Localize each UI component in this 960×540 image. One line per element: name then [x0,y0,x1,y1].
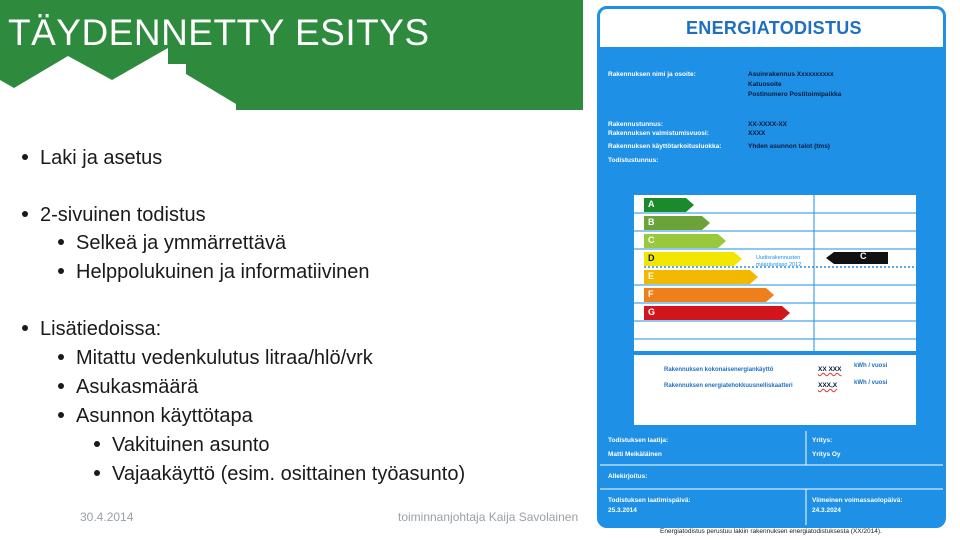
energy-class-label: B [648,217,655,227]
renovation-note: Uudisrakennusten määräystaso 2012 [756,255,802,268]
energy-certificate [583,0,960,540]
cert-id-label: Todistustunnus: [608,157,659,164]
energy-class-c [644,234,726,248]
bullet-item: Mitattu vedenkulutus litraa/hlö/vrk [58,346,373,370]
current-class-marker [826,252,888,264]
bullet-item: Vakituinen asunto [94,433,270,457]
bottom-gridlines [600,431,943,525]
certificate-frame [597,6,946,528]
current-class-label: C [860,251,867,261]
efficiency-value: XXX,X [818,382,838,389]
footer-author: toiminnanjohtaja Kaija Savolainen [398,510,579,524]
name-value-2: Katuosoite [748,81,782,88]
name-value-1: Asuinrakennus Xxxxxxxxxx [748,71,834,78]
bullet-item: Selkeä ja ymmärrettävä [58,231,286,255]
total-energy-unit: kWh / vuosi [854,363,888,369]
energy-class-label: A [648,199,655,209]
bullet-item: Lisätiedoissa: [22,317,161,341]
energy-values [634,355,916,425]
total-energy-label: Rakennuksen kokonaisenergiankäyttö [664,367,774,373]
class-label: Rakennuksen käyttötarkoitusluokka: [608,143,722,150]
certificate-title: ENERGIATODISTUS [686,18,862,38]
energy-scale [634,195,916,351]
energy-class-label: E [648,271,655,281]
energy-class-a [644,198,694,212]
energy-class-label: D [648,253,655,263]
signature-label: Allekirjoitus: [608,473,648,480]
energy-class-g [644,306,790,320]
valid-label: Viimeinen voimassaolopäivä: [812,497,903,504]
year-value: XXXX [748,130,766,137]
total-energy-value: XX XXX [818,366,842,373]
bullet-item: Vajaakäyttö (esim. osittainen työasunto) [94,462,465,486]
name-label: Rakennuksen nimi ja osoite: [608,71,696,78]
issuer-label: Todistuksen laatija: [608,437,669,444]
energy-class-label: F [648,289,654,299]
year-label: Rakennuksen valmistumisvuosi: [608,130,709,137]
company-label: Yritys: [812,437,833,444]
certificate-footnote: Energiatodistus perustuu lakiin rakennuksen energiatodistuksesta (XX/2014). [660,528,882,535]
id-value: XX-XXXX-XX [748,121,788,128]
energy-class-b [644,216,710,230]
certificate-title-band [600,9,943,47]
efficiency-unit: kWh / vuosi [854,380,888,386]
bullet-item: Asunnon käyttötapa [58,404,253,428]
class-value: Yhden asunnon talot (tms) [748,143,830,150]
bullet-item: Laki ja asetus [22,146,162,170]
company-name: Yritys Oy [812,451,841,458]
energy-class-e [644,270,758,284]
valid-value: 24.3.2024 [812,507,841,514]
bullet-item: Helppolukuinen ja informatiivinen [58,260,370,284]
issuer-name: Matti Meikäläinen [608,451,662,458]
bullet-item: Asukasmäärä [58,375,198,399]
footer-date: 30.4.2014 [80,510,134,524]
date-value: 25.3.2014 [608,507,637,514]
id-label: Rakennustunnus: [608,121,663,128]
energy-class-label: C [648,235,655,245]
certificate-info [600,55,943,179]
energy-class-label: G [648,307,656,317]
bullet-item: 2-sivuinen todistus [22,203,206,227]
slide-title: TÄYDENNETTY ESITYS [8,12,430,53]
name-value-3: Postinumero Postitoimipaikka [748,91,842,98]
energy-class-f [644,288,774,302]
energy-class-d [644,252,742,266]
date-label: Todistuksen laatimispäivä: [608,497,691,504]
efficiency-label: Rakennuksen energiatehokkuusnelliskaatteri [664,383,793,389]
certificate-bottom [600,431,943,525]
